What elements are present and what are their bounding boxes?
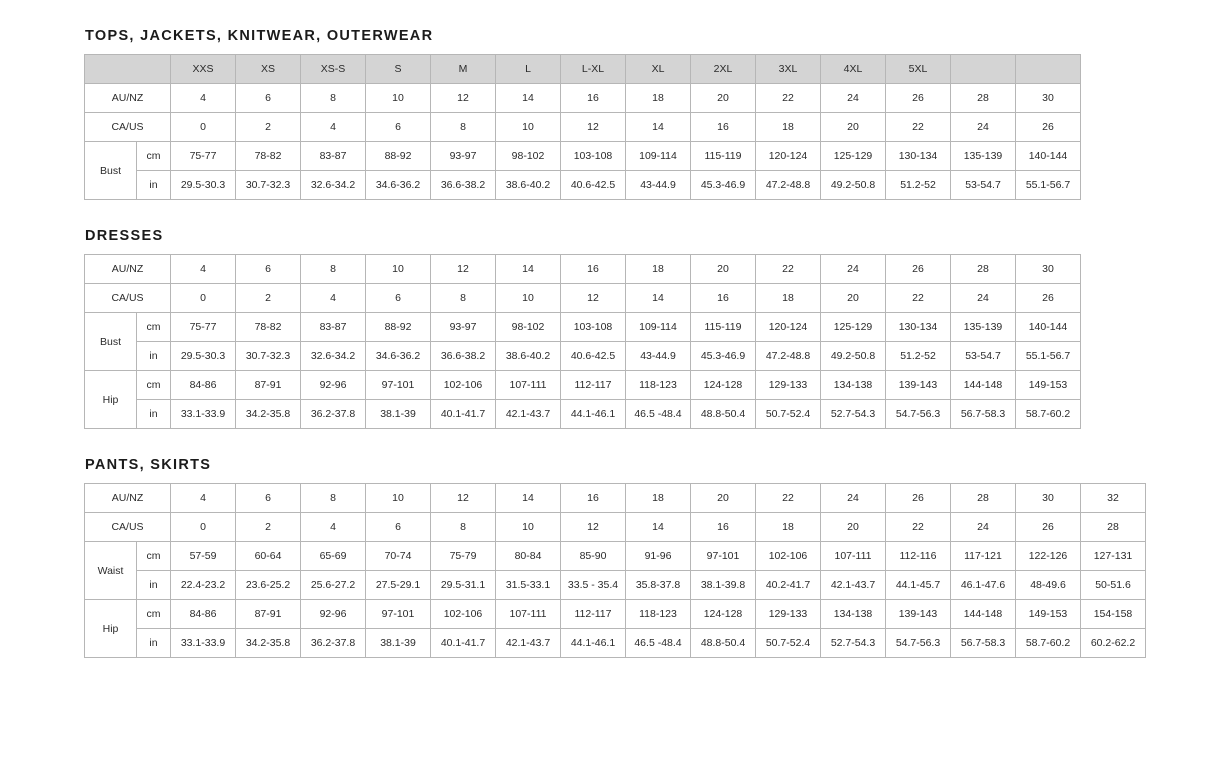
row-label: CA/US: [85, 513, 171, 542]
cell: 52.7-54.3: [821, 629, 886, 658]
cell: 85-90: [561, 542, 626, 571]
cell: 118-123: [626, 600, 691, 629]
cell: 4: [301, 513, 366, 542]
cell: 20: [821, 113, 886, 142]
cell: 28: [951, 84, 1016, 113]
cell: 24: [821, 484, 886, 513]
cell: 51.2-52: [886, 342, 951, 371]
size-table-pants-skirts: [84, 483, 1146, 658]
cell: 139-143: [886, 600, 951, 629]
header-cell: M: [431, 55, 496, 84]
cell: 125-129: [821, 142, 886, 171]
cell: 134-138: [821, 371, 886, 400]
cell: 36.6-38.2: [431, 171, 496, 200]
cell: 22: [756, 255, 821, 284]
cell: 57-59: [171, 542, 236, 571]
unit-label: cm: [137, 542, 171, 571]
cell: 30.7-32.3: [236, 171, 301, 200]
section-title-dresses: DRESSES: [85, 228, 164, 244]
unit-label: cm: [137, 600, 171, 629]
cell: 49.2-50.8: [821, 171, 886, 200]
header-cell: XS: [236, 55, 301, 84]
cell: 2: [236, 113, 301, 142]
cell: 40.6-42.5: [561, 171, 626, 200]
cell: 12: [431, 255, 496, 284]
row-label: CA/US: [85, 113, 171, 142]
table-row: [85, 571, 1146, 600]
cell: 60.2-62.2: [1081, 629, 1146, 658]
cell: 16: [691, 513, 756, 542]
unit-label: cm: [137, 313, 171, 342]
header-cell: [1016, 55, 1081, 84]
row-label: AU/NZ: [85, 484, 171, 513]
cell: 32.6-34.2: [301, 171, 366, 200]
unit-label: in: [137, 171, 171, 200]
cell: 0: [171, 513, 236, 542]
cell: 97-101: [366, 371, 431, 400]
cell: 55.1-56.7: [1016, 171, 1081, 200]
cell: 23.6-25.2: [236, 571, 301, 600]
unit-label: in: [137, 400, 171, 429]
header-cell: XS-S: [301, 55, 366, 84]
cell: 29.5-31.1: [431, 571, 496, 600]
cell: 18: [756, 113, 821, 142]
cell: 38.6-40.2: [496, 171, 561, 200]
cell: 102-106: [431, 600, 496, 629]
cell: 24: [951, 113, 1016, 142]
cell: 38.1-39.8: [691, 571, 756, 600]
table-row: [85, 84, 1081, 113]
cell: 20: [821, 284, 886, 313]
cell: 32: [1081, 484, 1146, 513]
header-cell: 4XL: [821, 55, 886, 84]
table-row: [85, 484, 1146, 513]
cell: 49.2-50.8: [821, 342, 886, 371]
cell: 40.1-41.7: [431, 400, 496, 429]
cell: 14: [626, 513, 691, 542]
cell: 44.1-46.1: [561, 629, 626, 658]
cell: 44.1-46.1: [561, 400, 626, 429]
cell: 149-153: [1016, 371, 1081, 400]
cell: 12: [561, 284, 626, 313]
cell: 118-123: [626, 371, 691, 400]
table-row: [85, 542, 1146, 571]
cell: 29.5-30.3: [171, 171, 236, 200]
cell: 14: [626, 113, 691, 142]
cell: 12: [431, 484, 496, 513]
cell: 87-91: [236, 600, 301, 629]
cell: 34.6-36.2: [366, 342, 431, 371]
cell: 12: [431, 84, 496, 113]
cell: 103-108: [561, 313, 626, 342]
cell: 2: [236, 513, 301, 542]
cell: 8: [431, 113, 496, 142]
cell: 144-148: [951, 600, 1016, 629]
cell: 6: [236, 255, 301, 284]
cell: 87-91: [236, 371, 301, 400]
cell: 112-117: [561, 371, 626, 400]
unit-label: in: [137, 342, 171, 371]
cell: 54.7-56.3: [886, 400, 951, 429]
group-label-bust: Bust: [85, 142, 137, 200]
cell: 75-77: [171, 142, 236, 171]
cell: 127-131: [1081, 542, 1146, 571]
cell: 6: [236, 484, 301, 513]
table-header-row: [85, 55, 1081, 84]
section-title-pants-skirts: PANTS, SKIRTS: [85, 457, 212, 473]
cell: 115-119: [691, 313, 756, 342]
cell: 22: [886, 513, 951, 542]
cell: 84-86: [171, 371, 236, 400]
cell: 26: [886, 255, 951, 284]
cell: 34.2-35.8: [236, 400, 301, 429]
cell: 50-51.6: [1081, 571, 1146, 600]
cell: 140-144: [1016, 313, 1081, 342]
table-row: [85, 171, 1081, 200]
cell: 10: [366, 484, 431, 513]
cell: 92-96: [301, 600, 366, 629]
table-row: [85, 371, 1081, 400]
cell: 6: [366, 513, 431, 542]
cell: 58.7-60.2: [1016, 400, 1081, 429]
unit-label: cm: [137, 371, 171, 400]
cell: 26: [1016, 113, 1081, 142]
cell: 122-126: [1016, 542, 1081, 571]
section-dresses: [84, 228, 1134, 429]
cell: 27.5-29.1: [366, 571, 431, 600]
cell: 18: [626, 84, 691, 113]
cell: 56.7-58.3: [951, 629, 1016, 658]
cell: 125-129: [821, 313, 886, 342]
size-table-tops: [84, 54, 1081, 200]
cell: 29.5-30.3: [171, 342, 236, 371]
table-row: [85, 142, 1081, 171]
table-row: [85, 255, 1081, 284]
cell: 14: [496, 255, 561, 284]
cell: 28: [1081, 513, 1146, 542]
cell: 6: [366, 113, 431, 142]
cell: 4: [171, 255, 236, 284]
cell: 83-87: [301, 313, 366, 342]
cell: 10: [496, 284, 561, 313]
cell: 144-148: [951, 371, 1016, 400]
cell: 139-143: [886, 371, 951, 400]
cell: 36.2-37.8: [301, 629, 366, 658]
cell: 107-111: [496, 371, 561, 400]
table-row: [85, 113, 1081, 142]
cell: 16: [691, 113, 756, 142]
cell: 18: [756, 513, 821, 542]
cell: 129-133: [756, 371, 821, 400]
cell: 16: [561, 484, 626, 513]
cell: 38.1-39: [366, 629, 431, 658]
cell: 22: [886, 284, 951, 313]
cell: 53-54.7: [951, 342, 1016, 371]
cell: 4: [301, 284, 366, 313]
cell: 60-64: [236, 542, 301, 571]
group-label-hip: Hip: [85, 371, 137, 429]
cell: 6: [366, 284, 431, 313]
cell: 8: [301, 255, 366, 284]
cell: 20: [691, 255, 756, 284]
cell: 46.5 -48.4: [626, 400, 691, 429]
cell: 33.1-33.9: [171, 629, 236, 658]
cell: 120-124: [756, 313, 821, 342]
cell: 98-102: [496, 313, 561, 342]
cell: 58.7-60.2: [1016, 629, 1081, 658]
cell: 91-96: [626, 542, 691, 571]
cell: 48-49.6: [1016, 571, 1081, 600]
cell: 92-96: [301, 371, 366, 400]
table-row: [85, 313, 1081, 342]
cell: 8: [301, 84, 366, 113]
header-cell: 3XL: [756, 55, 821, 84]
table-row: [85, 513, 1146, 542]
cell: 135-139: [951, 313, 1016, 342]
group-label-waist: Waist: [85, 542, 137, 600]
header-cell: S: [366, 55, 431, 84]
cell: 47.2-48.8: [756, 171, 821, 200]
cell: 102-106: [756, 542, 821, 571]
cell: 12: [561, 513, 626, 542]
group-label-hip: Hip: [85, 600, 137, 658]
cell: 4: [171, 484, 236, 513]
cell: 65-69: [301, 542, 366, 571]
cell: 22: [756, 484, 821, 513]
cell: 53-54.7: [951, 171, 1016, 200]
cell: 102-106: [431, 371, 496, 400]
cell: 14: [626, 284, 691, 313]
cell: 30: [1016, 84, 1081, 113]
header-cell: [85, 55, 171, 84]
cell: 10: [496, 513, 561, 542]
header-cell: XL: [626, 55, 691, 84]
cell: 117-121: [951, 542, 1016, 571]
cell: 84-86: [171, 600, 236, 629]
cell: 47.2-48.8: [756, 342, 821, 371]
cell: 130-134: [886, 142, 951, 171]
table-row: [85, 600, 1146, 629]
cell: 107-111: [496, 600, 561, 629]
header-cell: XXS: [171, 55, 236, 84]
cell: 8: [431, 513, 496, 542]
cell: 134-138: [821, 600, 886, 629]
table-row: [85, 629, 1146, 658]
table-row: [85, 284, 1081, 313]
cell: 88-92: [366, 313, 431, 342]
cell: 83-87: [301, 142, 366, 171]
cell: 10: [366, 84, 431, 113]
cell: 8: [431, 284, 496, 313]
cell: 52.7-54.3: [821, 400, 886, 429]
cell: 22: [886, 113, 951, 142]
header-cell: 5XL: [886, 55, 951, 84]
cell: 42.1-43.7: [496, 629, 561, 658]
section-title-tops: TOPS, JACKETS, KNITWEAR, OUTERWEAR: [85, 28, 434, 44]
cell: 33.1-33.9: [171, 400, 236, 429]
cell: 14: [496, 484, 561, 513]
cell: 50.7-52.4: [756, 400, 821, 429]
cell: 25.6-27.2: [301, 571, 366, 600]
cell: 45.3-46.9: [691, 171, 756, 200]
section-pants-skirts: [84, 457, 1134, 658]
section-tops: [84, 28, 1134, 200]
cell: 93-97: [431, 142, 496, 171]
cell: 120-124: [756, 142, 821, 171]
cell: 78-82: [236, 313, 301, 342]
header-cell: L-XL: [561, 55, 626, 84]
cell: 124-128: [691, 371, 756, 400]
cell: 16: [691, 284, 756, 313]
cell: 56.7-58.3: [951, 400, 1016, 429]
cell: 97-101: [366, 600, 431, 629]
cell: 51.2-52: [886, 171, 951, 200]
cell: 44.1-45.7: [886, 571, 951, 600]
cell: 42.1-43.7: [821, 571, 886, 600]
cell: 0: [171, 284, 236, 313]
cell: 0: [171, 113, 236, 142]
cell: 93-97: [431, 313, 496, 342]
cell: 97-101: [691, 542, 756, 571]
cell: 75-79: [431, 542, 496, 571]
cell: 6: [236, 84, 301, 113]
cell: 30: [1016, 484, 1081, 513]
cell: 124-128: [691, 600, 756, 629]
cell: 80-84: [496, 542, 561, 571]
cell: 2: [236, 284, 301, 313]
cell: 54.7-56.3: [886, 629, 951, 658]
cell: 38.1-39: [366, 400, 431, 429]
cell: 20: [691, 84, 756, 113]
cell: 48.8-50.4: [691, 629, 756, 658]
cell: 154-158: [1081, 600, 1146, 629]
cell: 38.6-40.2: [496, 342, 561, 371]
cell: 40.6-42.5: [561, 342, 626, 371]
cell: 103-108: [561, 142, 626, 171]
cell: 40.2-41.7: [756, 571, 821, 600]
cell: 22: [756, 84, 821, 113]
cell: 18: [626, 484, 691, 513]
cell: 88-92: [366, 142, 431, 171]
cell: 45.3-46.9: [691, 342, 756, 371]
cell: 10: [366, 255, 431, 284]
cell: 78-82: [236, 142, 301, 171]
cell: 36.6-38.2: [431, 342, 496, 371]
cell: 24: [951, 513, 1016, 542]
unit-label: in: [137, 629, 171, 658]
cell: 10: [496, 113, 561, 142]
unit-label: cm: [137, 142, 171, 171]
cell: 26: [886, 84, 951, 113]
cell: 112-117: [561, 600, 626, 629]
cell: 98-102: [496, 142, 561, 171]
group-label-bust: Bust: [85, 313, 137, 371]
cell: 16: [561, 255, 626, 284]
cell: 55.1-56.7: [1016, 342, 1081, 371]
cell: 107-111: [821, 542, 886, 571]
cell: 26: [1016, 513, 1081, 542]
cell: 20: [821, 513, 886, 542]
cell: 43-44.9: [626, 171, 691, 200]
cell: 31.5-33.1: [496, 571, 561, 600]
cell: 24: [951, 284, 1016, 313]
cell: 33.5 - 35.4: [561, 571, 626, 600]
cell: 24: [821, 84, 886, 113]
table-row: [85, 342, 1081, 371]
cell: 115-119: [691, 142, 756, 171]
cell: 4: [171, 84, 236, 113]
cell: 46.5 -48.4: [626, 629, 691, 658]
header-cell: L: [496, 55, 561, 84]
cell: 135-139: [951, 142, 1016, 171]
cell: 24: [821, 255, 886, 284]
row-label: CA/US: [85, 284, 171, 313]
table-row: [85, 400, 1081, 429]
cell: 14: [496, 84, 561, 113]
cell: 109-114: [626, 142, 691, 171]
cell: 129-133: [756, 600, 821, 629]
cell: 30.7-32.3: [236, 342, 301, 371]
cell: 26: [886, 484, 951, 513]
cell: 34.2-35.8: [236, 629, 301, 658]
cell: 43-44.9: [626, 342, 691, 371]
unit-label: in: [137, 571, 171, 600]
cell: 28: [951, 484, 1016, 513]
cell: 4: [301, 113, 366, 142]
cell: 20: [691, 484, 756, 513]
cell: 18: [626, 255, 691, 284]
cell: 35.8-37.8: [626, 571, 691, 600]
cell: 40.1-41.7: [431, 629, 496, 658]
cell: 18: [756, 284, 821, 313]
cell: 130-134: [886, 313, 951, 342]
cell: 16: [561, 84, 626, 113]
row-label: AU/NZ: [85, 255, 171, 284]
cell: 70-74: [366, 542, 431, 571]
size-table-dresses: [84, 254, 1081, 429]
cell: 22.4-23.2: [171, 571, 236, 600]
cell: 48.8-50.4: [691, 400, 756, 429]
cell: 36.2-37.8: [301, 400, 366, 429]
cell: 12: [561, 113, 626, 142]
cell: 42.1-43.7: [496, 400, 561, 429]
cell: 149-153: [1016, 600, 1081, 629]
header-cell: 2XL: [691, 55, 756, 84]
cell: 46.1-47.6: [951, 571, 1016, 600]
cell: 109-114: [626, 313, 691, 342]
row-label: AU/NZ: [85, 84, 171, 113]
cell: 50.7-52.4: [756, 629, 821, 658]
cell: 26: [1016, 284, 1081, 313]
cell: 28: [951, 255, 1016, 284]
cell: 8: [301, 484, 366, 513]
cell: 34.6-36.2: [366, 171, 431, 200]
cell: 30: [1016, 255, 1081, 284]
header-cell: [951, 55, 1016, 84]
cell: 112-116: [886, 542, 951, 571]
cell: 32.6-34.2: [301, 342, 366, 371]
cell: 75-77: [171, 313, 236, 342]
cell: 140-144: [1016, 142, 1081, 171]
